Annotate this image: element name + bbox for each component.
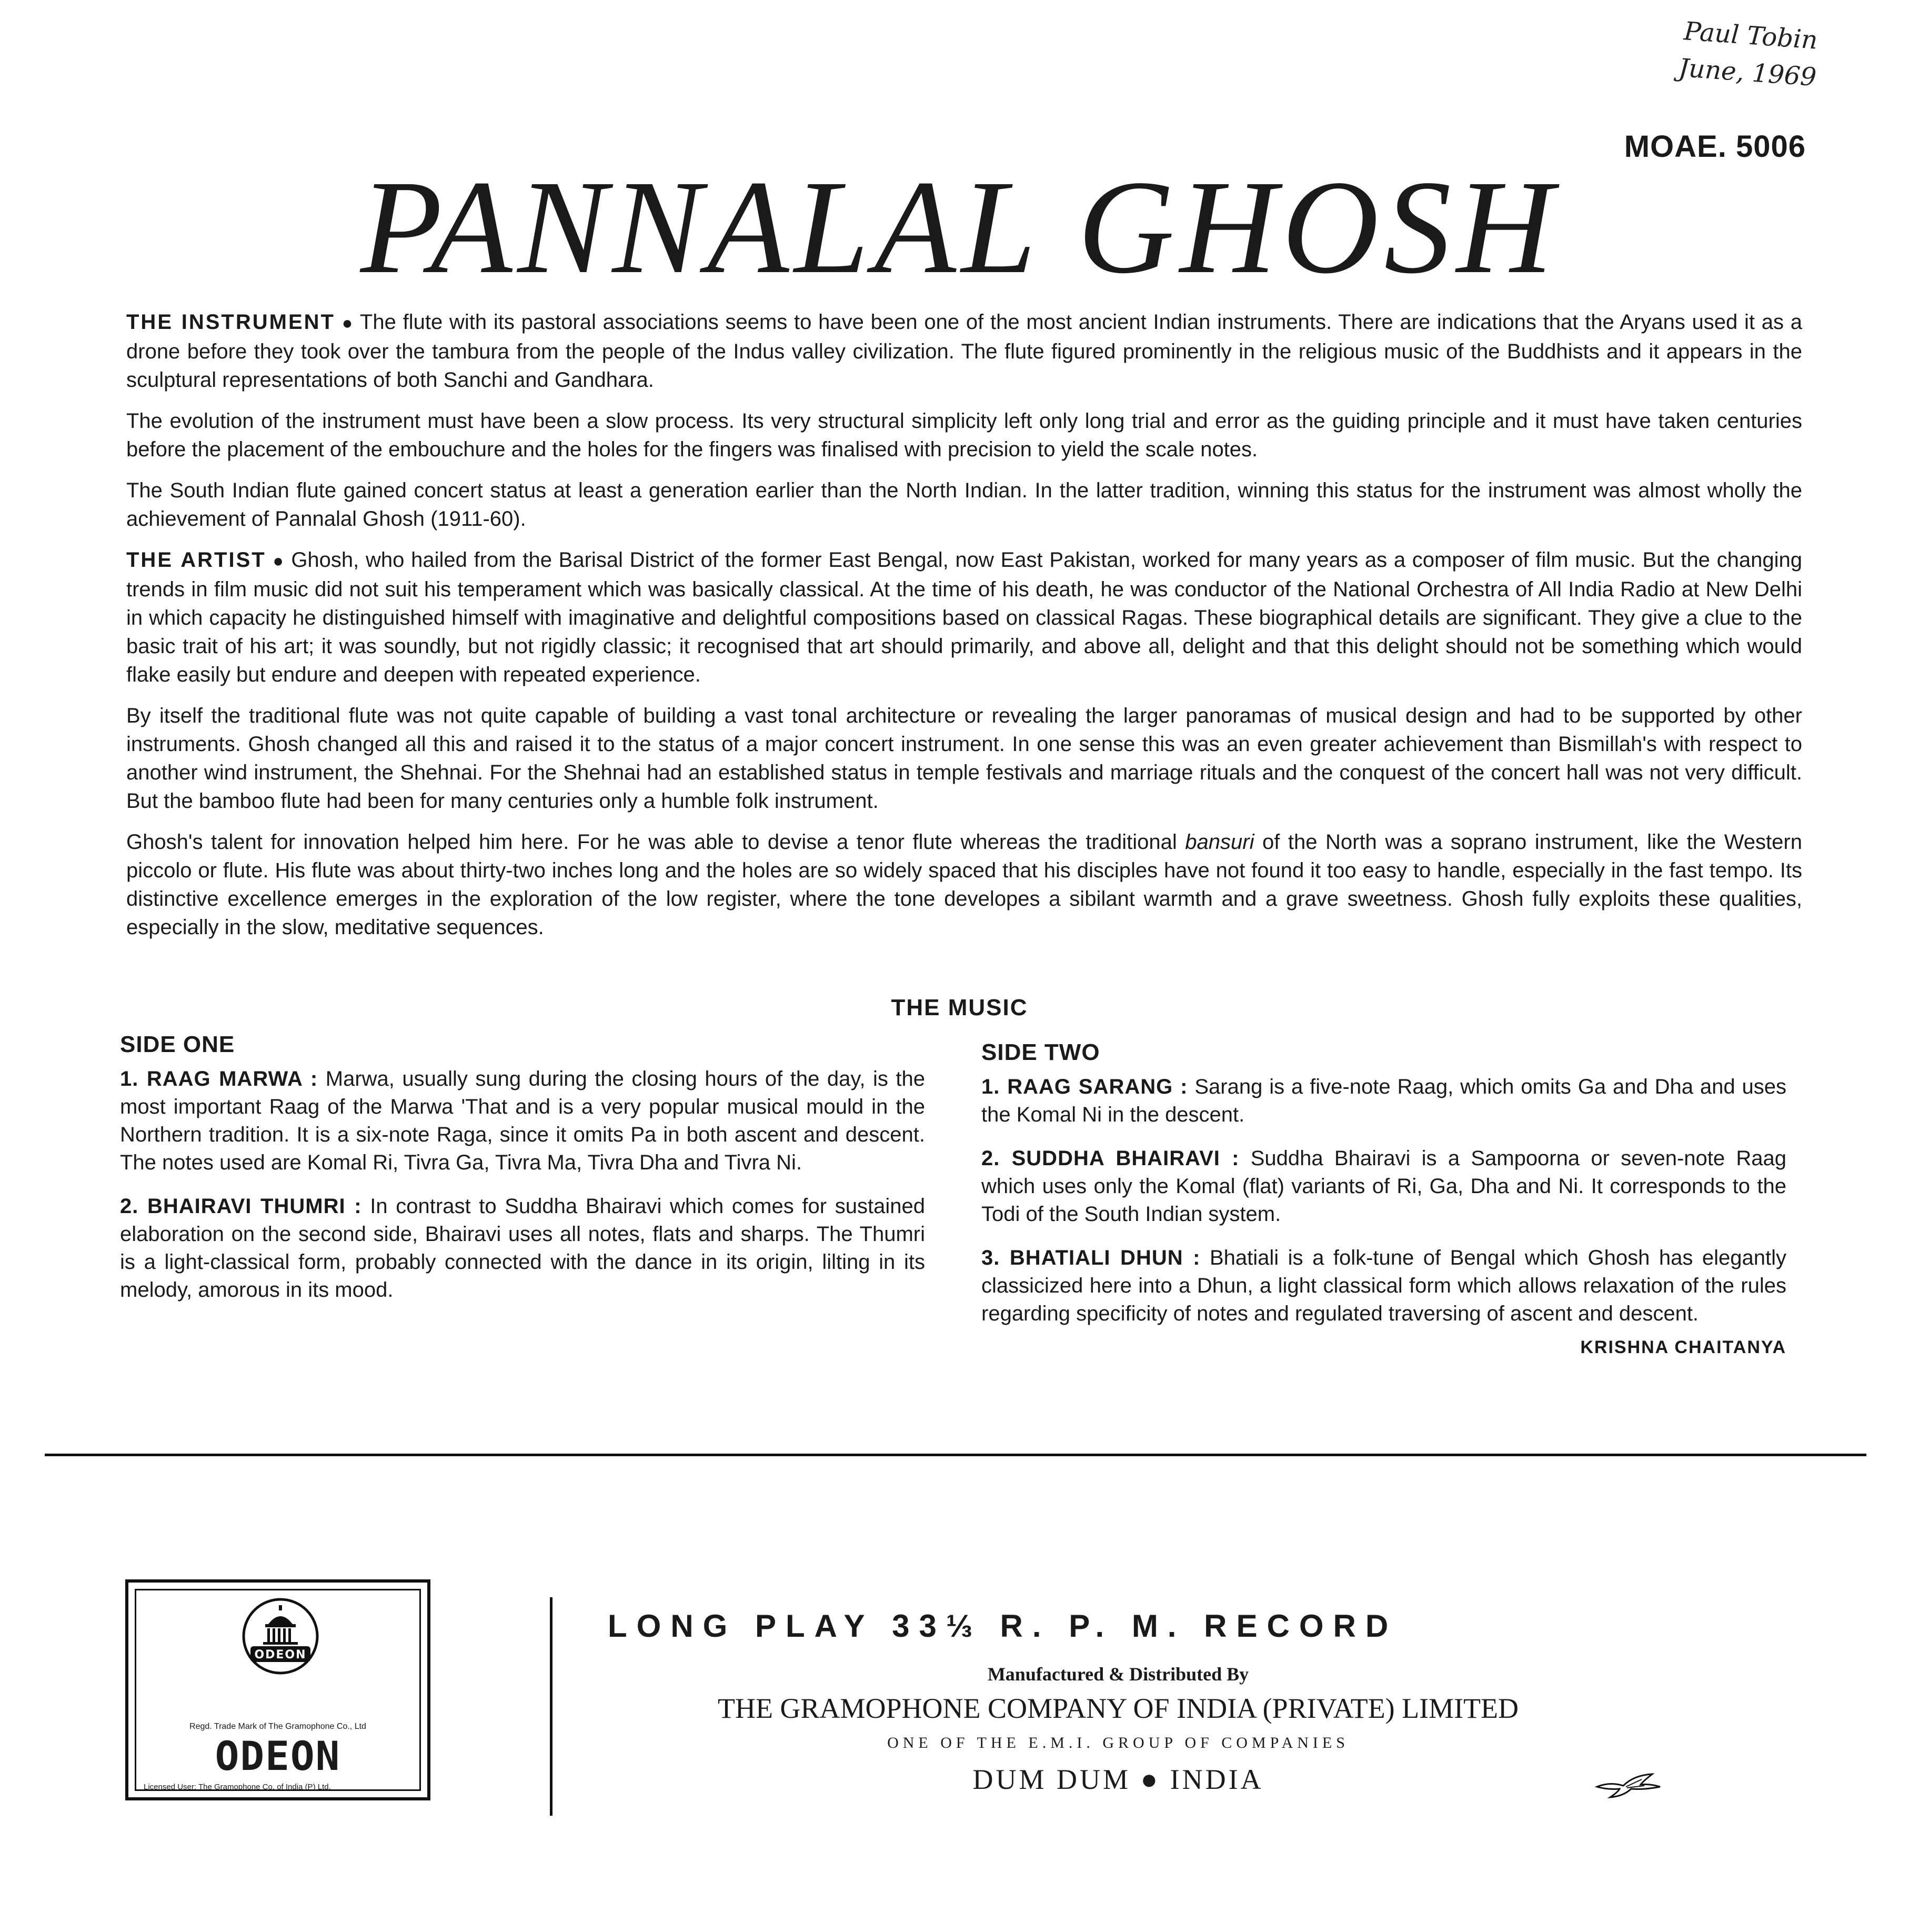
track-title: 1. RAAG MARWA :: [120, 1067, 318, 1090]
track-item: [981, 1244, 1786, 1328]
page-title: PANNALAL GHOSH: [360, 153, 1559, 302]
emi-group-line: ONE OF THE E.M.I. GROUP OF COMPANIES: [887, 1734, 1349, 1751]
notes-body: [126, 308, 1802, 954]
artist-paragraph: By itself the traditional flute was not quite capable of building a vast tonal architecture or revealing the larger panoramas of musical design and had to be supported by other instruments. Ghosh changed all this and raised it to the status of a major concert instrument. In one sense this was an even greater achievement than Bismillah's with respect to another wind instrument, the Shehnai. For the Shehnai had an established status in temple festivals and marriage rituals and the conquest of the concert hall was not very difficult. But the bamboo flute had been for many centuries only a humble folk instrument.: [126, 704, 1802, 813]
odeon-brand: ODEON: [215, 1733, 341, 1779]
track-description: Suddha Bhairavi is a Sampoorna or seven-note Raag which uses only the Komal (flat) variants of Ri, Ga, Dha and Ni. It corresponds to the Todi of the South Indian system.: [981, 1147, 1786, 1226]
company-name: THE GRAMOPHONE COMPANY OF INDIA (PRIVATE) LIMITED: [717, 1693, 1519, 1724]
bird-icon: [1594, 1771, 1663, 1800]
author-credit: KRISHNA CHAITANYA: [1580, 1337, 1786, 1357]
odeon-label-box: [125, 1579, 430, 1800]
track-title: 1. RAAG SARANG :: [981, 1075, 1188, 1098]
instrument-paragraph: [126, 308, 1802, 394]
handwritten-date: June, 1969: [1677, 53, 1817, 93]
artist-heading: THE ARTIST: [126, 548, 266, 572]
artist-text: Ghosh, who hailed from the Barisal District of the former East Bengal, now East Pakistan, worked for many years as a composer of film music. But the changing trends in film music did not suit his temperament which was basically classical. At the time of his death, he was conductor of the National Orchestra of All India Radio at New Delhi in which capacity he distinguished himself with imaginative and delightful compositions based on classical Ragas. These biographical details are significant. They give a clue to the basic trait of his art; it was soundly, but not rigidly classic; it recognised that art should primarily, and above all, delight and that this delight should not be something which would flake easily but endure and deepen with repeated experience.: [126, 548, 1802, 686]
licensed-user-note: Licensed User: The Gramophone Co. of India (P) Ltd.: [144, 1783, 331, 1791]
instrument-paragraph: The evolution of the instrument must have been a slow process. Its very structural simplicity left only long trial and error as the guiding principle and it must have taken centuries before the placement of the embouchure and the holes for the fingers was finalised with precision to yield the scale notes.: [126, 409, 1802, 461]
artist-text: of the North was a soprano instrument, like the Western piccolo or flute. His flute was about thirty-two inches long and the holes are so widely spaced that his disciples have not found it too easy to handle, especially in the fast tempo. Its distinctive excellence emerges in the exploration of the low register, where the tone developes a sibilant warmth and a grave sweetness. Ghosh fully exploits these qualities, especially in the slow, meditative sequences.: [126, 830, 1802, 939]
side-two-column: [981, 1039, 1786, 1358]
artist-text: Ghosh's talent for innovation helped him here. For he was able to devise a tenor flute whereas the traditional: [126, 830, 1185, 854]
manufactured-by: Manufactured & Distributed By: [987, 1664, 1249, 1685]
trademark-note: Regd. Trade Mark of The Gramophone Co., Ltd: [189, 1722, 366, 1731]
odeon-temple-icon: [241, 1597, 320, 1676]
track-description: Sarang is a five-note Raag, which omits Ga and Dha and uses the Komal Ni in the descent.: [981, 1075, 1786, 1126]
track-description: Bhatiali is a folk-tune of Bengal which Ghosh has elegantly classicized here into a Dhun, a light classical form which allows relaxation of the rules regarding specificity of notes and regulated traversing of ascent and descent.: [981, 1246, 1786, 1325]
instrument-heading: THE INSTRUMENT: [126, 311, 335, 334]
side-one-heading: SIDE ONE: [120, 1032, 235, 1057]
long-play-banner: LONG PLAY 33⅓ R. P. M. RECORD: [608, 1608, 1398, 1644]
track-title: 2. SUDDHA BHAIRAVI :: [981, 1147, 1240, 1170]
artist-paragraph: [126, 828, 1802, 942]
track-title: 3. BHATIALI DHUN :: [981, 1246, 1201, 1269]
odeon-emblem-text: ODEON: [254, 1648, 307, 1661]
track-item: [120, 1065, 925, 1177]
music-heading: THE MUSIC: [891, 995, 1028, 1020]
divider-rule: [45, 1454, 1866, 1456]
instrument-text: The flute with its pastoral associations seems to have been one of the most ancient Indian instruments. There are indications that the Aryans used it as a drone before they took over the tambura from the people of the Indus valley civilization. The flute figured prominently in the religious music of the Buddhists and it appears in the sculptural representations of both Sanchi and Gandhara.: [126, 311, 1802, 392]
side-two-heading: SIDE TWO: [981, 1039, 1100, 1065]
catalog-number: MOAE. 5006: [1624, 129, 1806, 164]
instrument-paragraph: The South Indian flute gained concert status at least a generation earlier than the North Indian. In the latter tradition, winning this status for the instrument was almost wholly the achievement of Pannalal Ghosh (1911-60).: [126, 479, 1802, 530]
side-one-column: [120, 1032, 925, 1320]
track-item: [120, 1193, 925, 1304]
track-title: 2. BHAIRAVI THUMRI :: [120, 1195, 362, 1218]
bullet-icon: ●: [273, 551, 285, 571]
location-line: DUM DUM ● INDIA: [972, 1764, 1264, 1795]
artist-paragraph: [126, 546, 1802, 689]
track-description: Marwa, usually sung during the closing hours of the day, is the most important Raag of the Marwa 'That and is a very popular musical mould in the Northern tradition. It is a six-note Raga, since it omits Pa in both ascent and descent. The notes used are Komal Ri, Tivra Ga, Tivra Ma, Tivra Dha and Tivra Ni.: [120, 1067, 925, 1174]
track-item: [981, 1073, 1786, 1129]
track-item: [981, 1145, 1786, 1228]
handwritten-name: Paul Tobin: [1683, 16, 1819, 55]
bullet-icon: ●: [341, 313, 354, 333]
track-description: In contrast to Suddha Bhairavi which comes for sustained elaboration on the second side, Bhairavi uses all notes, flats and sharps. The Thumri is a light-classical form, probably connected with the dance in its origin, lilting in its melody, amorous in its mood.: [120, 1195, 925, 1302]
author-line: [981, 1337, 1786, 1358]
odeon-label-inner: [135, 1589, 421, 1791]
bansuri-term: bansuri: [1185, 830, 1254, 854]
